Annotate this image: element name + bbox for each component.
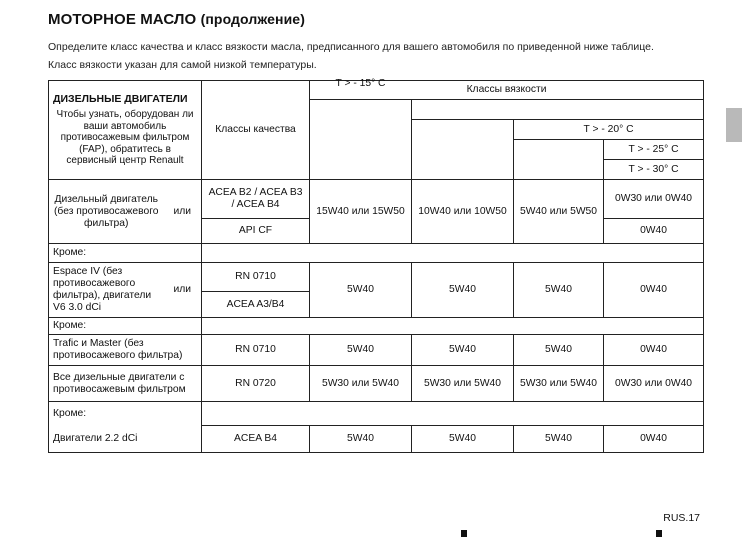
except-label-1: Кроме: xyxy=(49,244,202,263)
r2-quality-2: ACEA A3/B4 xyxy=(202,292,310,318)
r4-engine: Все дизельные двигатели с противосажевым фильтром xyxy=(49,366,202,402)
r1-visc-20: 10W40 или 10W50 xyxy=(412,180,514,244)
page-title xyxy=(48,11,305,28)
r1-quality-1: ACEA B2 / ACEA B3 / ACEA B4 xyxy=(202,180,310,219)
r1-or: или xyxy=(164,180,202,244)
except-label-2: Кроме: xyxy=(49,318,202,335)
engine-oil-table xyxy=(48,77,704,453)
temp-15-span xyxy=(412,100,704,120)
section-tab-marker xyxy=(726,108,742,142)
r4-visc-20: 5W30 или 5W40 xyxy=(412,366,514,402)
crop-mark-right xyxy=(656,530,662,537)
intro-line-1: Определите класс качества и класс вязкости масла, предписанного для вашего автомобиля по приведенной ниже таблице. xyxy=(48,41,654,53)
r3-visc-15: 5W40 xyxy=(310,335,412,366)
page-number: RUS.17 xyxy=(663,512,700,524)
r1-visc-30a: 0W30 или 0W40 xyxy=(604,180,704,219)
r4-visc-25: 5W30 или 5W40 xyxy=(514,366,604,402)
r5-visc-15: 5W40 xyxy=(310,426,412,453)
r2-or: или xyxy=(164,263,202,318)
r1-quality-2: API CF xyxy=(202,219,310,244)
except-empty-3 xyxy=(202,402,704,426)
r4-visc-30: 0W30 или 0W40 xyxy=(604,366,704,402)
crop-mark-left xyxy=(461,530,467,537)
r3-visc-25: 5W40 xyxy=(514,335,604,366)
r3-visc-30: 0W40 xyxy=(604,335,704,366)
r1-visc-15: 15W40 или 15W50 xyxy=(310,180,412,244)
r5-visc-30: 0W40 xyxy=(604,426,704,453)
title-main: МОТОРНОЕ МАСЛО xyxy=(48,11,197,28)
diesel-engines-note: Чтобы узнать, оборудован ли ваши автомобиль противосажевым фильтром (FAP), обратитесь в сервисный центр Renault xyxy=(56,109,194,167)
diesel-engines-header xyxy=(49,81,202,180)
r3-quality: RN 0710 xyxy=(202,335,310,366)
r2-visc-30: 0W40 xyxy=(604,263,704,318)
diesel-engines-title: ДИЗЕЛЬНЫЕ ДВИГАТЕЛИ xyxy=(53,93,188,106)
r5-quality: ACEA B4 xyxy=(202,426,310,453)
except-label-3: Кроме: xyxy=(49,402,202,426)
r5-engine: Двигатели 2.2 dCi xyxy=(49,426,202,453)
temp-25-header: T > - 25° C xyxy=(604,140,704,160)
r2-visc-20: 5W40 xyxy=(412,263,514,318)
temp-15-header xyxy=(310,77,412,180)
viscosity-classes-header: Классы вязкости xyxy=(310,81,704,100)
except-empty-2 xyxy=(202,318,704,335)
intro-line-2: Класс вязкости указан для самой низкой температуры. xyxy=(48,59,317,71)
r2-visc-15: 5W40 xyxy=(310,263,412,318)
except-empty-1 xyxy=(202,244,704,263)
r1-engine: Дизельный двигатель (без противосажевого фильтра) xyxy=(49,180,164,244)
r2-visc-25: 5W40 xyxy=(514,263,604,318)
r5-visc-25: 5W40 xyxy=(514,426,604,453)
quality-classes-header: Классы качества xyxy=(202,81,310,180)
r1-visc-25: 5W40 или 5W50 xyxy=(514,180,604,244)
temp-30-header: T > - 30° C xyxy=(604,160,704,180)
temp-15-label: T > - 15° C xyxy=(335,77,386,89)
temp-20-header: T > - 20° C xyxy=(514,120,704,140)
title-subtitle: (продолжение) xyxy=(200,11,305,27)
temp-25-empty xyxy=(514,140,604,180)
temp-20-empty xyxy=(412,120,514,180)
r5-visc-20: 5W40 xyxy=(412,426,514,453)
r4-quality: RN 0720 xyxy=(202,366,310,402)
r1-visc-30b: 0W40 xyxy=(604,219,704,244)
r2-quality-1: RN 0710 xyxy=(202,263,310,292)
r4-visc-15: 5W30 или 5W40 xyxy=(310,366,412,402)
r2-engine: Espace IV (без противосажевого фильтра), двигатели V6 3.0 dCi xyxy=(49,263,164,318)
r3-engine: Trafic и Master (без противосажевого фильтра) xyxy=(49,335,202,366)
r3-visc-20: 5W40 xyxy=(412,335,514,366)
